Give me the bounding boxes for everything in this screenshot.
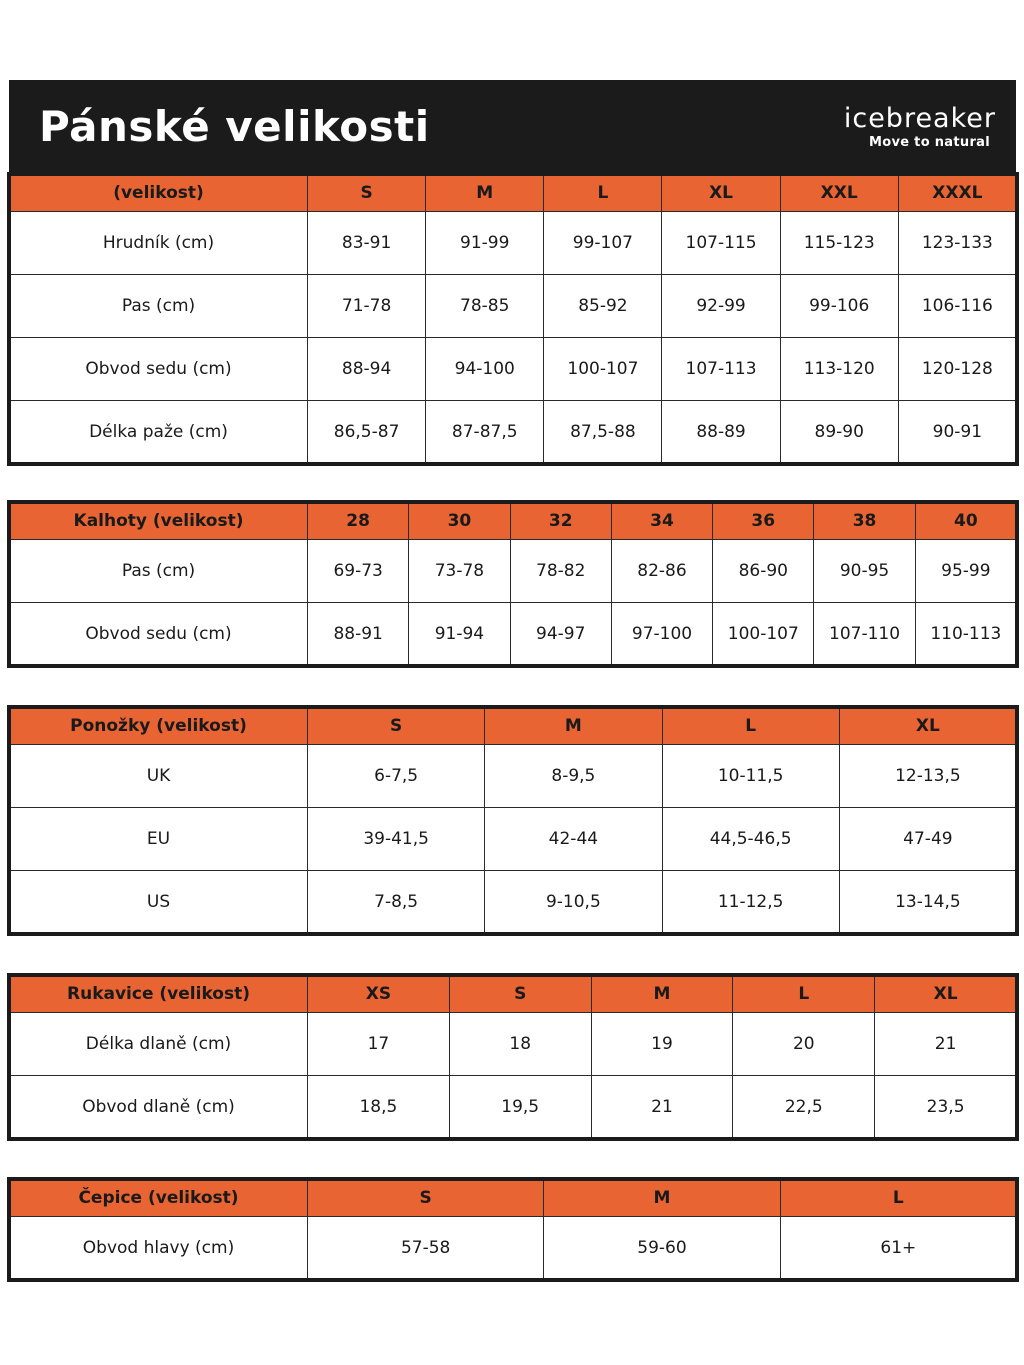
table-cell: 90-91 <box>898 401 1016 464</box>
row-label: UK <box>10 745 308 808</box>
table-cell: 86-90 <box>713 540 814 603</box>
table-cell: 22,5 <box>733 1076 875 1139</box>
table-header-row <box>10 708 1017 745</box>
column-header-size: XL <box>839 708 1016 745</box>
table-cell: 83-91 <box>308 212 426 275</box>
column-header-size: XS <box>308 976 450 1013</box>
table-cell: 19,5 <box>449 1076 591 1139</box>
table-cell: 106-116 <box>898 275 1016 338</box>
table-row <box>10 401 1017 464</box>
page-title: Pánské velikosti <box>39 102 430 151</box>
table-cell: 17 <box>308 1013 450 1076</box>
table-cell: 20 <box>733 1013 875 1076</box>
column-header-size: M <box>544 1180 780 1217</box>
row-label: US <box>10 871 308 934</box>
column-header-size: L <box>544 175 662 212</box>
table-cell: 59-60 <box>544 1217 780 1280</box>
table-cell: 69-73 <box>308 540 409 603</box>
table-cell: 78-82 <box>510 540 611 603</box>
table-cell: 10-11,5 <box>662 745 839 808</box>
table-cell: 44,5-46,5 <box>662 808 839 871</box>
table-cell: 113-120 <box>780 338 898 401</box>
column-header-size: 28 <box>308 503 409 540</box>
table-cell: 47-49 <box>839 808 1016 871</box>
table-row <box>10 603 1017 666</box>
table-cell: 100-107 <box>713 603 814 666</box>
row-label: Délka dlaně (cm) <box>10 1013 308 1076</box>
size-table-socks <box>9 707 1017 934</box>
table-cell: 23,5 <box>875 1076 1017 1139</box>
row-label: Délka paže (cm) <box>10 401 308 464</box>
table-cell: 123-133 <box>898 212 1016 275</box>
table-header-row <box>10 976 1017 1013</box>
table-cell: 100-107 <box>544 338 662 401</box>
column-header-size: XXL <box>780 175 898 212</box>
table-cell: 18,5 <box>308 1076 450 1139</box>
table-row <box>10 808 1017 871</box>
table-cell: 95-99 <box>915 540 1016 603</box>
table-cell: 85-92 <box>544 275 662 338</box>
size-table-gloves <box>9 975 1017 1139</box>
size-table-pants <box>9 502 1017 666</box>
table-cell: 91-94 <box>409 603 510 666</box>
table-cell: 94-100 <box>426 338 544 401</box>
table-cell: 107-110 <box>814 603 915 666</box>
table-row <box>10 1076 1017 1139</box>
table-cell: 61+ <box>780 1217 1016 1280</box>
column-header-size: 40 <box>915 503 1016 540</box>
table-cell: 89-90 <box>780 401 898 464</box>
table-row <box>10 212 1017 275</box>
table-row <box>10 275 1017 338</box>
table-cell: 9-10,5 <box>485 871 662 934</box>
table-row <box>10 871 1017 934</box>
table-cell: 91-99 <box>426 212 544 275</box>
table-cell: 99-107 <box>544 212 662 275</box>
table-row <box>10 338 1017 401</box>
row-label: EU <box>10 808 308 871</box>
column-header-size: S <box>308 175 426 212</box>
row-label: Obvod dlaně (cm) <box>10 1076 308 1139</box>
column-header-size: 38 <box>814 503 915 540</box>
table-cell: 6-7,5 <box>308 745 485 808</box>
column-header-size: 30 <box>409 503 510 540</box>
row-label: Obvod sedu (cm) <box>10 603 308 666</box>
row-label: Pas (cm) <box>10 540 308 603</box>
table-cell: 78-85 <box>426 275 544 338</box>
table-cell: 120-128 <box>898 338 1016 401</box>
table-cell: 88-89 <box>662 401 780 464</box>
table-cell: 18 <box>449 1013 591 1076</box>
table-row <box>10 1217 1017 1280</box>
column-header-size: XL <box>662 175 780 212</box>
brand-logo <box>844 104 996 151</box>
table-cell: 88-94 <box>308 338 426 401</box>
table-cell: 115-123 <box>780 212 898 275</box>
table-cell: 13-14,5 <box>839 871 1016 934</box>
column-header-label: Čepice (velikost) <box>10 1180 308 1217</box>
brand-name: icebreaker <box>843 103 996 134</box>
table-row <box>10 1013 1017 1076</box>
table-cell: 94-97 <box>510 603 611 666</box>
column-header-size: M <box>426 175 544 212</box>
table-row <box>10 745 1017 808</box>
column-header-size: 32 <box>510 503 611 540</box>
size-table-top <box>9 174 1017 464</box>
column-header-size: L <box>733 976 875 1013</box>
table-cell: 99-106 <box>780 275 898 338</box>
column-header-size: S <box>449 976 591 1013</box>
table-cell: 110-113 <box>915 603 1016 666</box>
row-label: Hrudník (cm) <box>10 212 308 275</box>
row-label: Obvod hlavy (cm) <box>10 1217 308 1280</box>
column-header-size: 34 <box>611 503 712 540</box>
table-cell: 8-9,5 <box>485 745 662 808</box>
column-header-size: L <box>662 708 839 745</box>
column-header-size: S <box>308 1180 544 1217</box>
table-header-row <box>10 1180 1017 1217</box>
column-header-size: XL <box>875 976 1017 1013</box>
table-cell: 11-12,5 <box>662 871 839 934</box>
column-header-size: M <box>485 708 662 745</box>
table-cell: 57-58 <box>308 1217 544 1280</box>
column-header-label: Ponožky (velikost) <box>10 708 308 745</box>
table-cell: 19 <box>591 1013 733 1076</box>
table-cell: 71-78 <box>308 275 426 338</box>
table-cell: 42-44 <box>485 808 662 871</box>
brand-tagline: Move to natural <box>869 135 990 150</box>
table-cell: 86,5-87 <box>308 401 426 464</box>
column-header-label: (velikost) <box>10 175 308 212</box>
size-table-caps <box>9 1179 1017 1280</box>
column-header-label: Kalhoty (velikost) <box>10 503 308 540</box>
table-cell: 39-41,5 <box>308 808 485 871</box>
page-header <box>9 80 1016 172</box>
table-cell: 88-91 <box>308 603 409 666</box>
table-cell: 92-99 <box>662 275 780 338</box>
table-cell: 107-115 <box>662 212 780 275</box>
table-header-row <box>10 175 1017 212</box>
table-cell: 21 <box>875 1013 1017 1076</box>
table-header-row <box>10 503 1017 540</box>
column-header-size: S <box>308 708 485 745</box>
table-cell: 12-13,5 <box>839 745 1016 808</box>
table-row <box>10 540 1017 603</box>
column-header-size: L <box>780 1180 1016 1217</box>
table-cell: 82-86 <box>611 540 712 603</box>
row-label: Obvod sedu (cm) <box>10 338 308 401</box>
table-cell: 7-8,5 <box>308 871 485 934</box>
column-header-label: Rukavice (velikost) <box>10 976 308 1013</box>
table-cell: 87-87,5 <box>426 401 544 464</box>
row-label: Pas (cm) <box>10 275 308 338</box>
table-cell: 107-113 <box>662 338 780 401</box>
table-cell: 87,5-88 <box>544 401 662 464</box>
table-cell: 90-95 <box>814 540 915 603</box>
table-cell: 73-78 <box>409 540 510 603</box>
column-header-size: XXXL <box>898 175 1016 212</box>
column-header-size: 36 <box>713 503 814 540</box>
table-cell: 97-100 <box>611 603 712 666</box>
column-header-size: M <box>591 976 733 1013</box>
table-cell: 21 <box>591 1076 733 1139</box>
